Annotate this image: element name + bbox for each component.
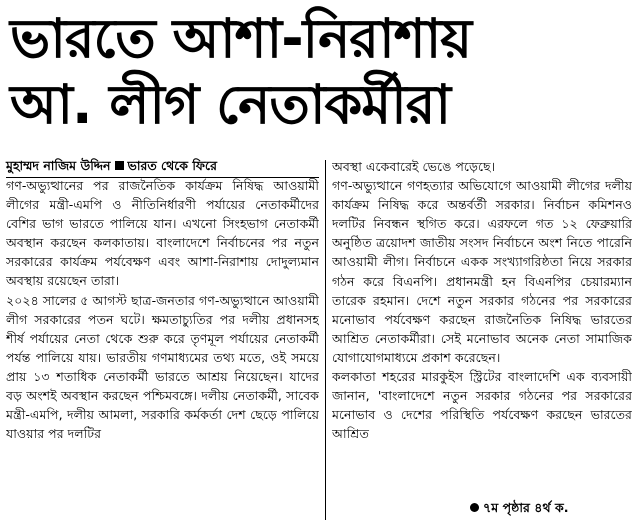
byline <box>6 157 326 175</box>
headline <box>10 6 630 138</box>
byline-author: মুহাম্মদ নাজিম উদ্দিন <box>6 158 111 173</box>
right-paragraph-1: অবস্থা একেবারেই ভেঙে পড়েছে। <box>332 159 496 174</box>
square-bullet-icon <box>115 161 124 170</box>
bullet-dot-icon <box>470 503 479 512</box>
continuation-note <box>470 500 630 520</box>
right-column <box>332 157 632 507</box>
byline-location: ভারত থেকে ফিরে <box>127 158 217 173</box>
right-paragraph-2: গণ-অভ্যুত্থানে গণহত্যার অভিযোগে আওয়ামী লীগের দলীয় কার্যক্রম নিষিদ্ধ করে অন্তর্বর্তী সরকার। নির্বাচন কমিশনও দলটির নিবন্ধন স্থগিত করে। এরফলে গত ১২ ফেব্রুয়ারি অনুষ্ঠিত ত্রয়োদশ জাতীয় সংসদ নির্বাচনে অংশ নিতে পারেনি আওয়ামী লীগ। নির্বাচনে একক সংখ্যাগরিষ্ঠতা নিয়ে সরকার গঠন করে বিএনপি। প্রধানমন্ত্রী হন বিএনপির চেয়ারম্যান তারেক রহমান। দেশে নতুন সরকার গঠনের পর সরকারের মনোভাব পর্যবেক্ষণ করছেন রাজনৈতিক নিষিদ্ধ ভারতের আশ্রিত নেতাকর্মীরা। সেই মনোভাব অনেক নেতা সামাজিক যোগাযোগমাধ্যমে প্রকাশ করেছেন। <box>332 178 632 365</box>
right-paragraph-3: কলকাতা শহরের মারকুইস স্ট্রিটের বাংলাদেশি এক ব্যবসায়ী জানান, 'বাংলাদেশে নতুন সরকার গঠনের পর সরকারের মনোভাব ও দেশের পরিস্থিতি পর্যবেক্ষণ করছেন ভারতের আশ্রিত <box>332 369 632 442</box>
left-paragraph-1: গণ-অভ্যুত্থানের পর রাজনৈতিক কার্যক্রম নিষিদ্ধ আওয়ামী লীগের মন্ত্রী-এমপি ও নীতিনির্ধারণী পর্যায়ের নেতাকর্মীদের বেশির ভাগ ভারতে পালিয়ে যান। এখনো সিংহভাগ নেতাকর্মী অবস্থান করছেন কলকাতায়। বাংলাদেশে নির্বাচনের পর নতুন সরকারের কার্যক্রম পর্যবেক্ষণ এবং আশা-নিরাশায় দোদুল্যমান অবস্থায় রয়েছেন তারা। <box>6 178 319 289</box>
headline-line-2: আ. লীগ নেতাকর্মীরা <box>10 73 451 136</box>
left-paragraph-2: ২০২৪ সালের ৫ আগস্ট ছাত্র-জনতার গণ-অভ্যুত্থানে আওয়ামী লীগ সরকারের পতন ঘটে। ক্ষমতাচ্যুতির পর দলীয় প্রধানসহ শীর্ষ পর্যায়ের নেতা থেকে শুরু করে তৃণমূল পর্যায়ের নেতাকর্মী পর্যন্ত পালিয়ে যায়। ভারতীয় গণমাধ্যমের তথ্য মতে, ওই সময়ে প্রায় ১৩ শতাধিক নেতাকর্মী ভারতে আশ্রয় নিয়েছেন। যাদের বড় অংশই অবস্থান করছেন পশ্চিমবঙ্গে। দলীয় নেতাকর্মী, সাবেক মন্ত্রী-এমপি, দলীয় আমলা, সরকারি কর্মকর্তা দেশ ছেড়ে পালিয়ে যাওয়ার পর দলটির <box>6 292 319 442</box>
left-column <box>6 176 319 522</box>
continuation-text: ৭ম পৃষ্ঠার ৪র্থ ক. <box>483 500 569 515</box>
column-divider <box>325 160 326 520</box>
headline-line-1: ভারতে আশা-নিরাশায় <box>10 7 472 70</box>
